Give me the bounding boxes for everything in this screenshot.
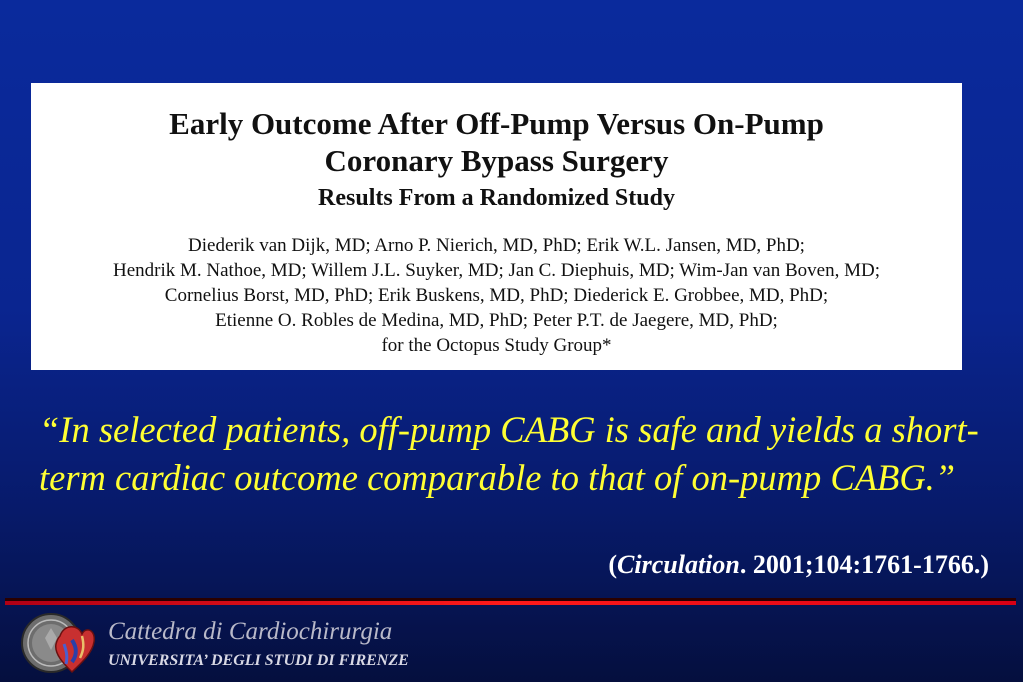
paper-title	[31, 105, 962, 179]
paper-subtitle: Results From a Randomized Study	[318, 185, 675, 211]
citation-details: . 2001;104:1761-1766.)	[739, 550, 989, 579]
author-line: for the Octopus Study Group*	[381, 335, 612, 356]
citation-journal: Circulation	[617, 550, 740, 579]
university-name: UNIVERSITA’ DEGLI STUDI DI FIRENZE	[108, 652, 409, 669]
author-line: Cornelius Borst, MD, PhD; Erik Buskens, MD, PhD; Diederick E. Grobbee, MD, PhD;	[164, 285, 829, 306]
quote-text: “In selected patients, off-pump CABG is safe and yields a short-term cardiac outcome comparable to that of on-pump CABG.”	[39, 409, 979, 498]
paper-header-image	[31, 83, 962, 370]
citation-open: (	[608, 550, 618, 579]
paper-title-line: Coronary Bypass Surgery	[324, 143, 669, 178]
author-list	[31, 233, 962, 358]
footer-divider	[5, 601, 1016, 605]
department-name: Cattedra di Cardiochirurgia	[108, 618, 393, 645]
university-seal-heart-icon	[20, 610, 98, 676]
author-line: Diederik van Dijk, MD; Arno P. Nierich, MD, PhD; Erik W.L. Jansen, MD, PhD;	[188, 235, 805, 256]
author-line: Hendrik M. Nathoe, MD; Willem J.L. Suyker, MD; Jan C. Diephuis, MD; Wim-Jan van Boven, MD;	[113, 260, 880, 281]
author-line: Etienne O. Robles de Medina, MD, PhD; Peter P.T. de Jaegere, MD, PhD;	[215, 310, 778, 331]
citation	[608, 550, 989, 580]
paper-title-line: Early Outcome After Off-Pump Versus On-Pump	[169, 106, 824, 141]
